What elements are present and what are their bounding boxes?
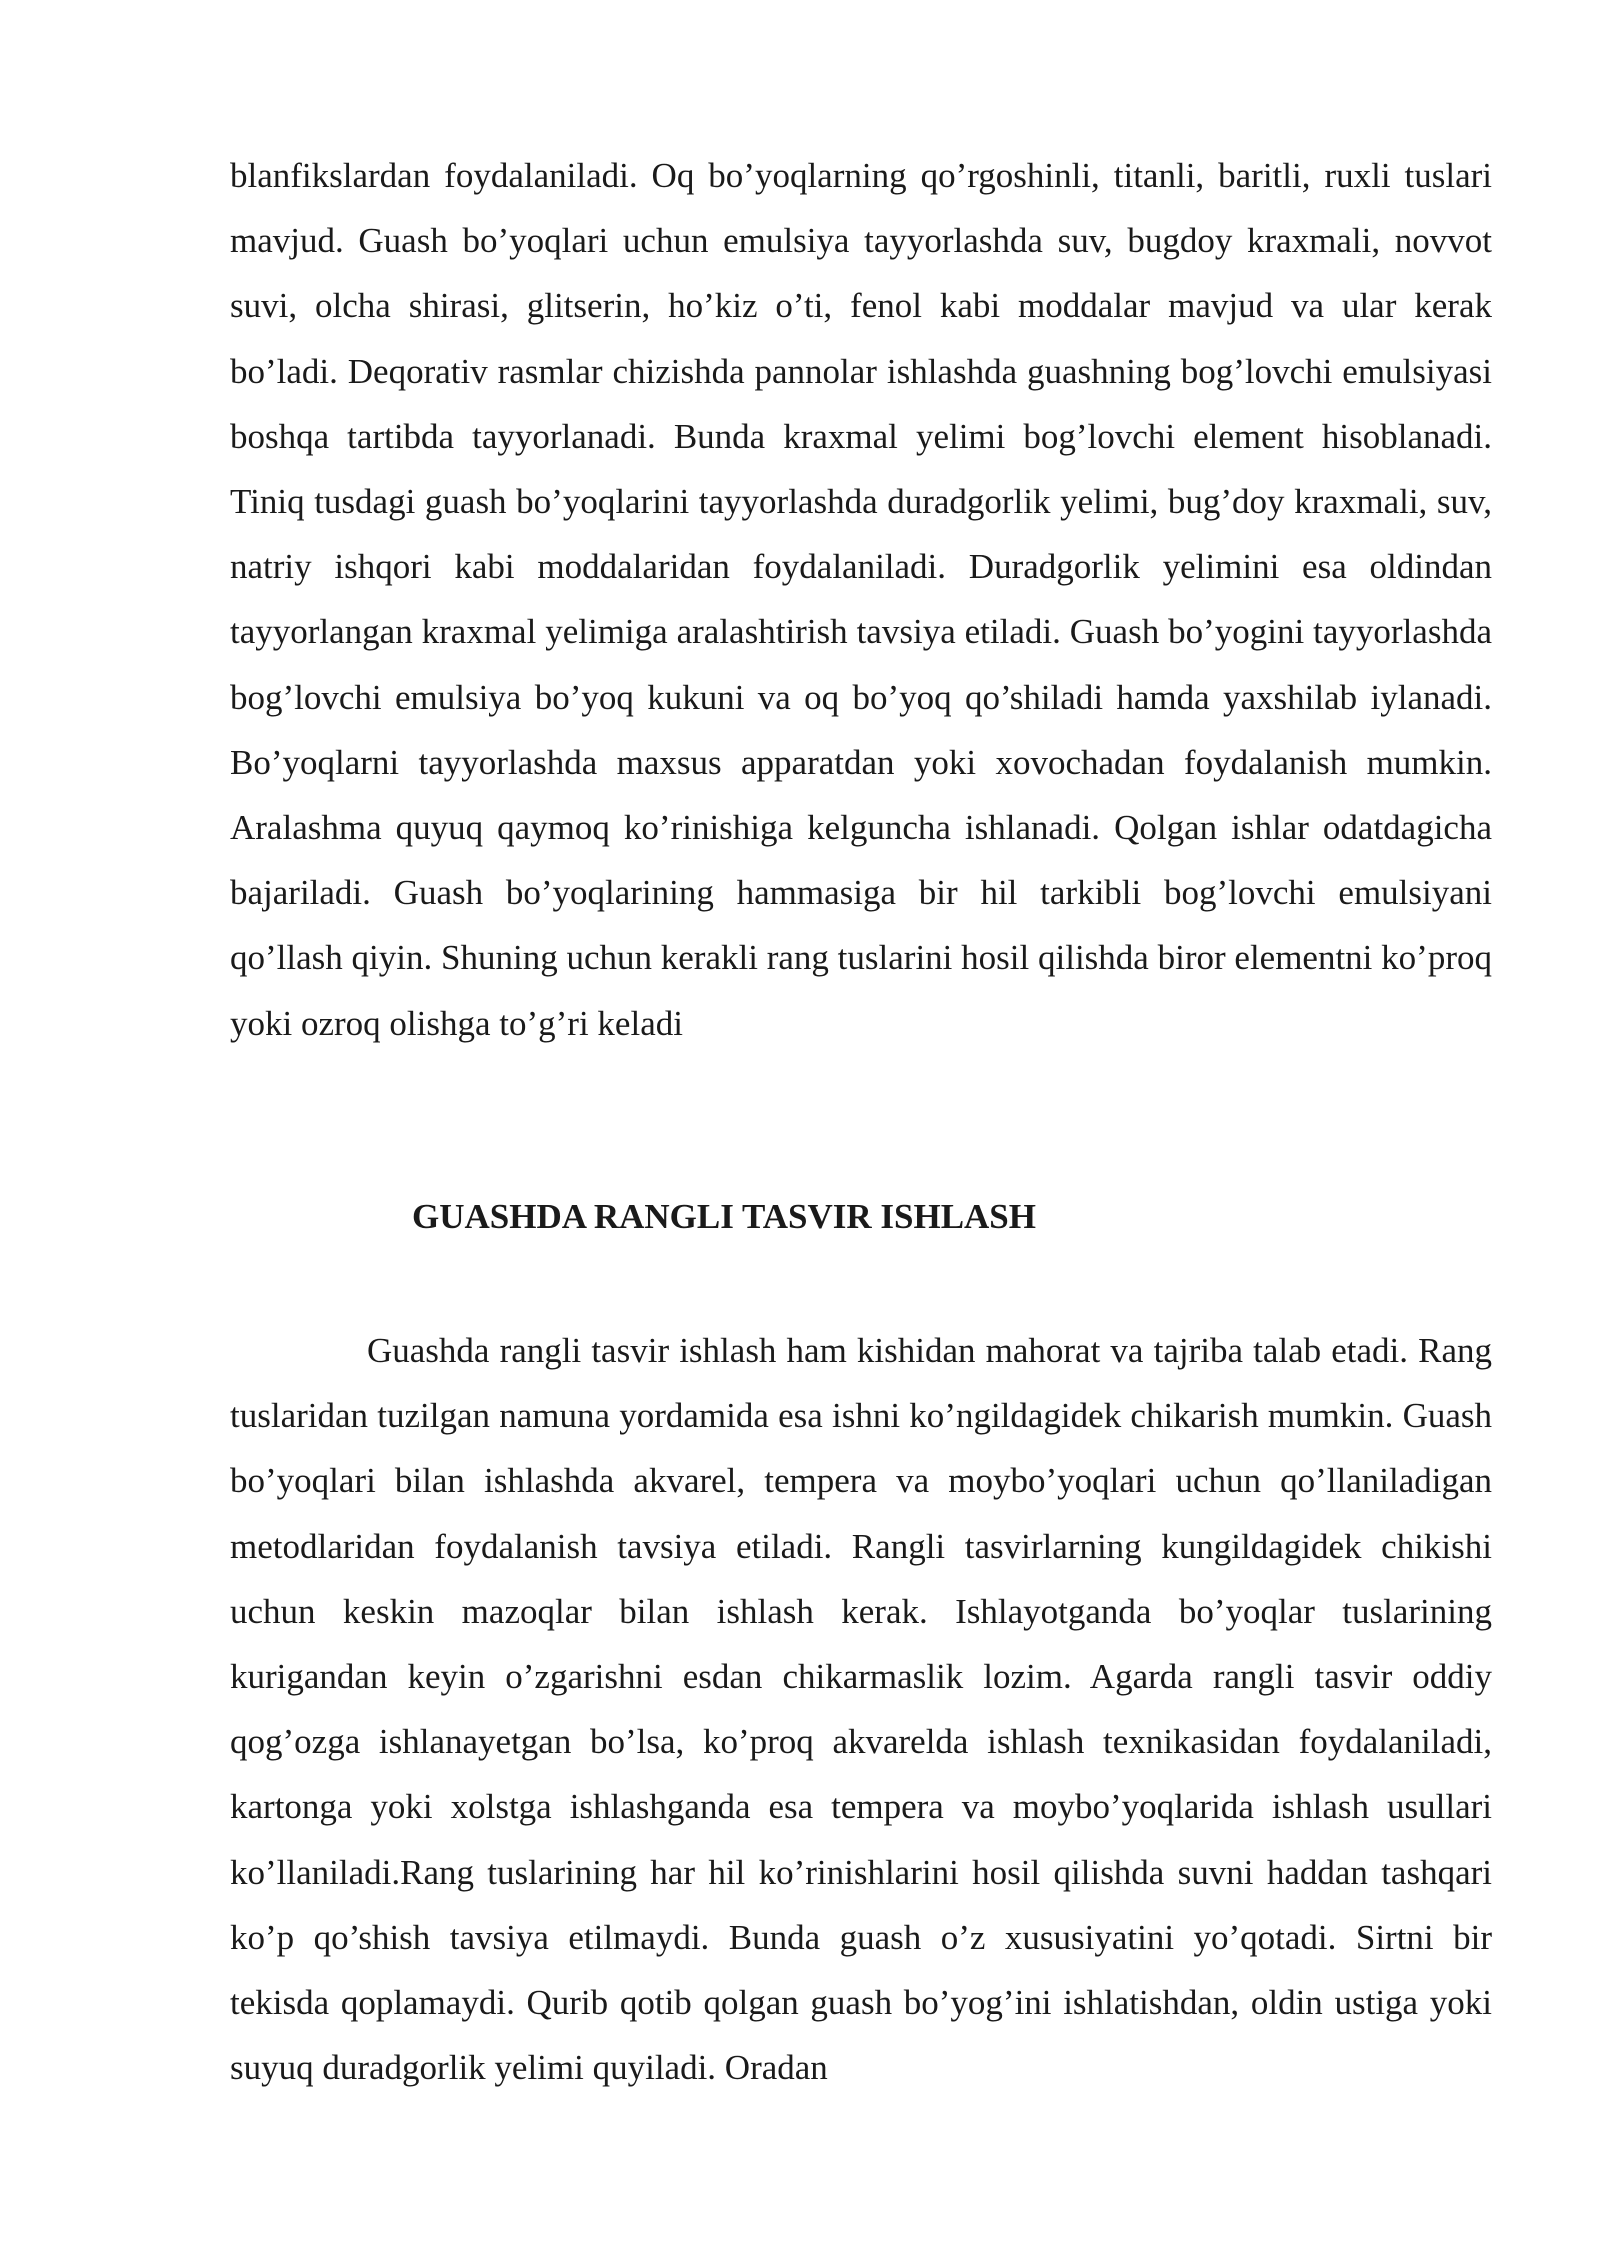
paragraph-gouache-painting: Guashda rangli tasvir ishlash ham kishidan mahorat va tajriba talab etadi. Rang tuslaridan tuzilgan namuna yordamida esa ishni ko’ngildagidek chikarish mumkin. Guash bo’yoqlari bilan ishlashda akvarel, tempera va moybo’yoqlari uchun qo’llaniladigan metodlaridan foydalanish tavsiya etiladi. Rangli tasvirlarning kungildagidek chikishi uchun keskin mazoqlar bilan ishlash kerak. Ishlayotganda bo’yoqlar tuslarining kurigandan keyin o’zgarishni esdan chikarmaslik lozim. Agarda rangli tasvir oddiy qog’ozga ishlanayetgan bo’lsa, ko’proq akvarelda ishlash texnikasidan foydalaniladi, kartonga yoki xolstga ishlashganda esa tempera va moybo’yoqlarida ishlash usullari ko’llaniladi.Rang tuslarining har hil ko’rinishlarini hosil qilishda suvni haddan tashqari ko’p qo’shish tavsiya etilmaydi. Bunda guash o’z xususiyatini yo’qotadi. Sirtni bir tekisda qoplamaydi. Qurib qotib qolgan guash bo’yog’ini ishlatishdan, oldin ustiga yoki suyuq duradgorlik yelimi quyiladi. Oradan [230, 1331, 1492, 2088]
paragraph-paint-preparation: blanfikslardan foydalaniladi. Oq bo’yoqlarning qo’rgoshinli, titanli, baritli, ruxli tuslari mavjud. Guash bo’yoqlari uchun emulsiya tayyorlashda suv, bugdoy kraxmali, novvot suvi, olcha shirasi, glitserin, ho’kiz o’ti, fenol kabi moddalar mavjud va ular kerak bo’ladi. Deqorativ rasmlar chizishda pannolar ishlashda guashning bog’lovchi emulsiyasi boshqa tartibda tayyorlanadi. Bunda kraxmal yelimi bog’lovchi element hisoblanadi. Tiniq tusdagi guash bo’yoqlarini tayyorlashda duradgorlik yelimi, bug’doy kraxmali, suv, natriy ishqori kabi moddalaridan foydalaniladi. Duradgorlik yelimini esa oldindan tayyorlangan kraxmal yelimiga aralashtirish tavsiya etiladi. Guash bo’yogini tayyorlashda bog’lovchi emulsiya bo’yoq kukuni va oq bo’yoq qo’shiladi hamda yaxshilab iylanadi. Bo’yoqlarni tayyorlashda maxsus apparatdan yoki xovochadan foydalanish mumkin. Aralashma quyuq qaymoq ko’rinishiga kelguncha ishlanadi. Qolgan ishlar odatdagicha bajariladi. Guash bo’yoqlarining hammasiga bir hil tarkibli bog’lovchi emulsiyani qo’llash qiyin. Shuning uchun kerakli rang tuslarini hosil qilishda biror elementni ko’proq yoki ozroq olishga to’g’ri keladi [230, 156, 1492, 1043]
section-heading: GUASHDA RANGLI TASVIR ISHLASH [412, 1197, 1037, 1236]
